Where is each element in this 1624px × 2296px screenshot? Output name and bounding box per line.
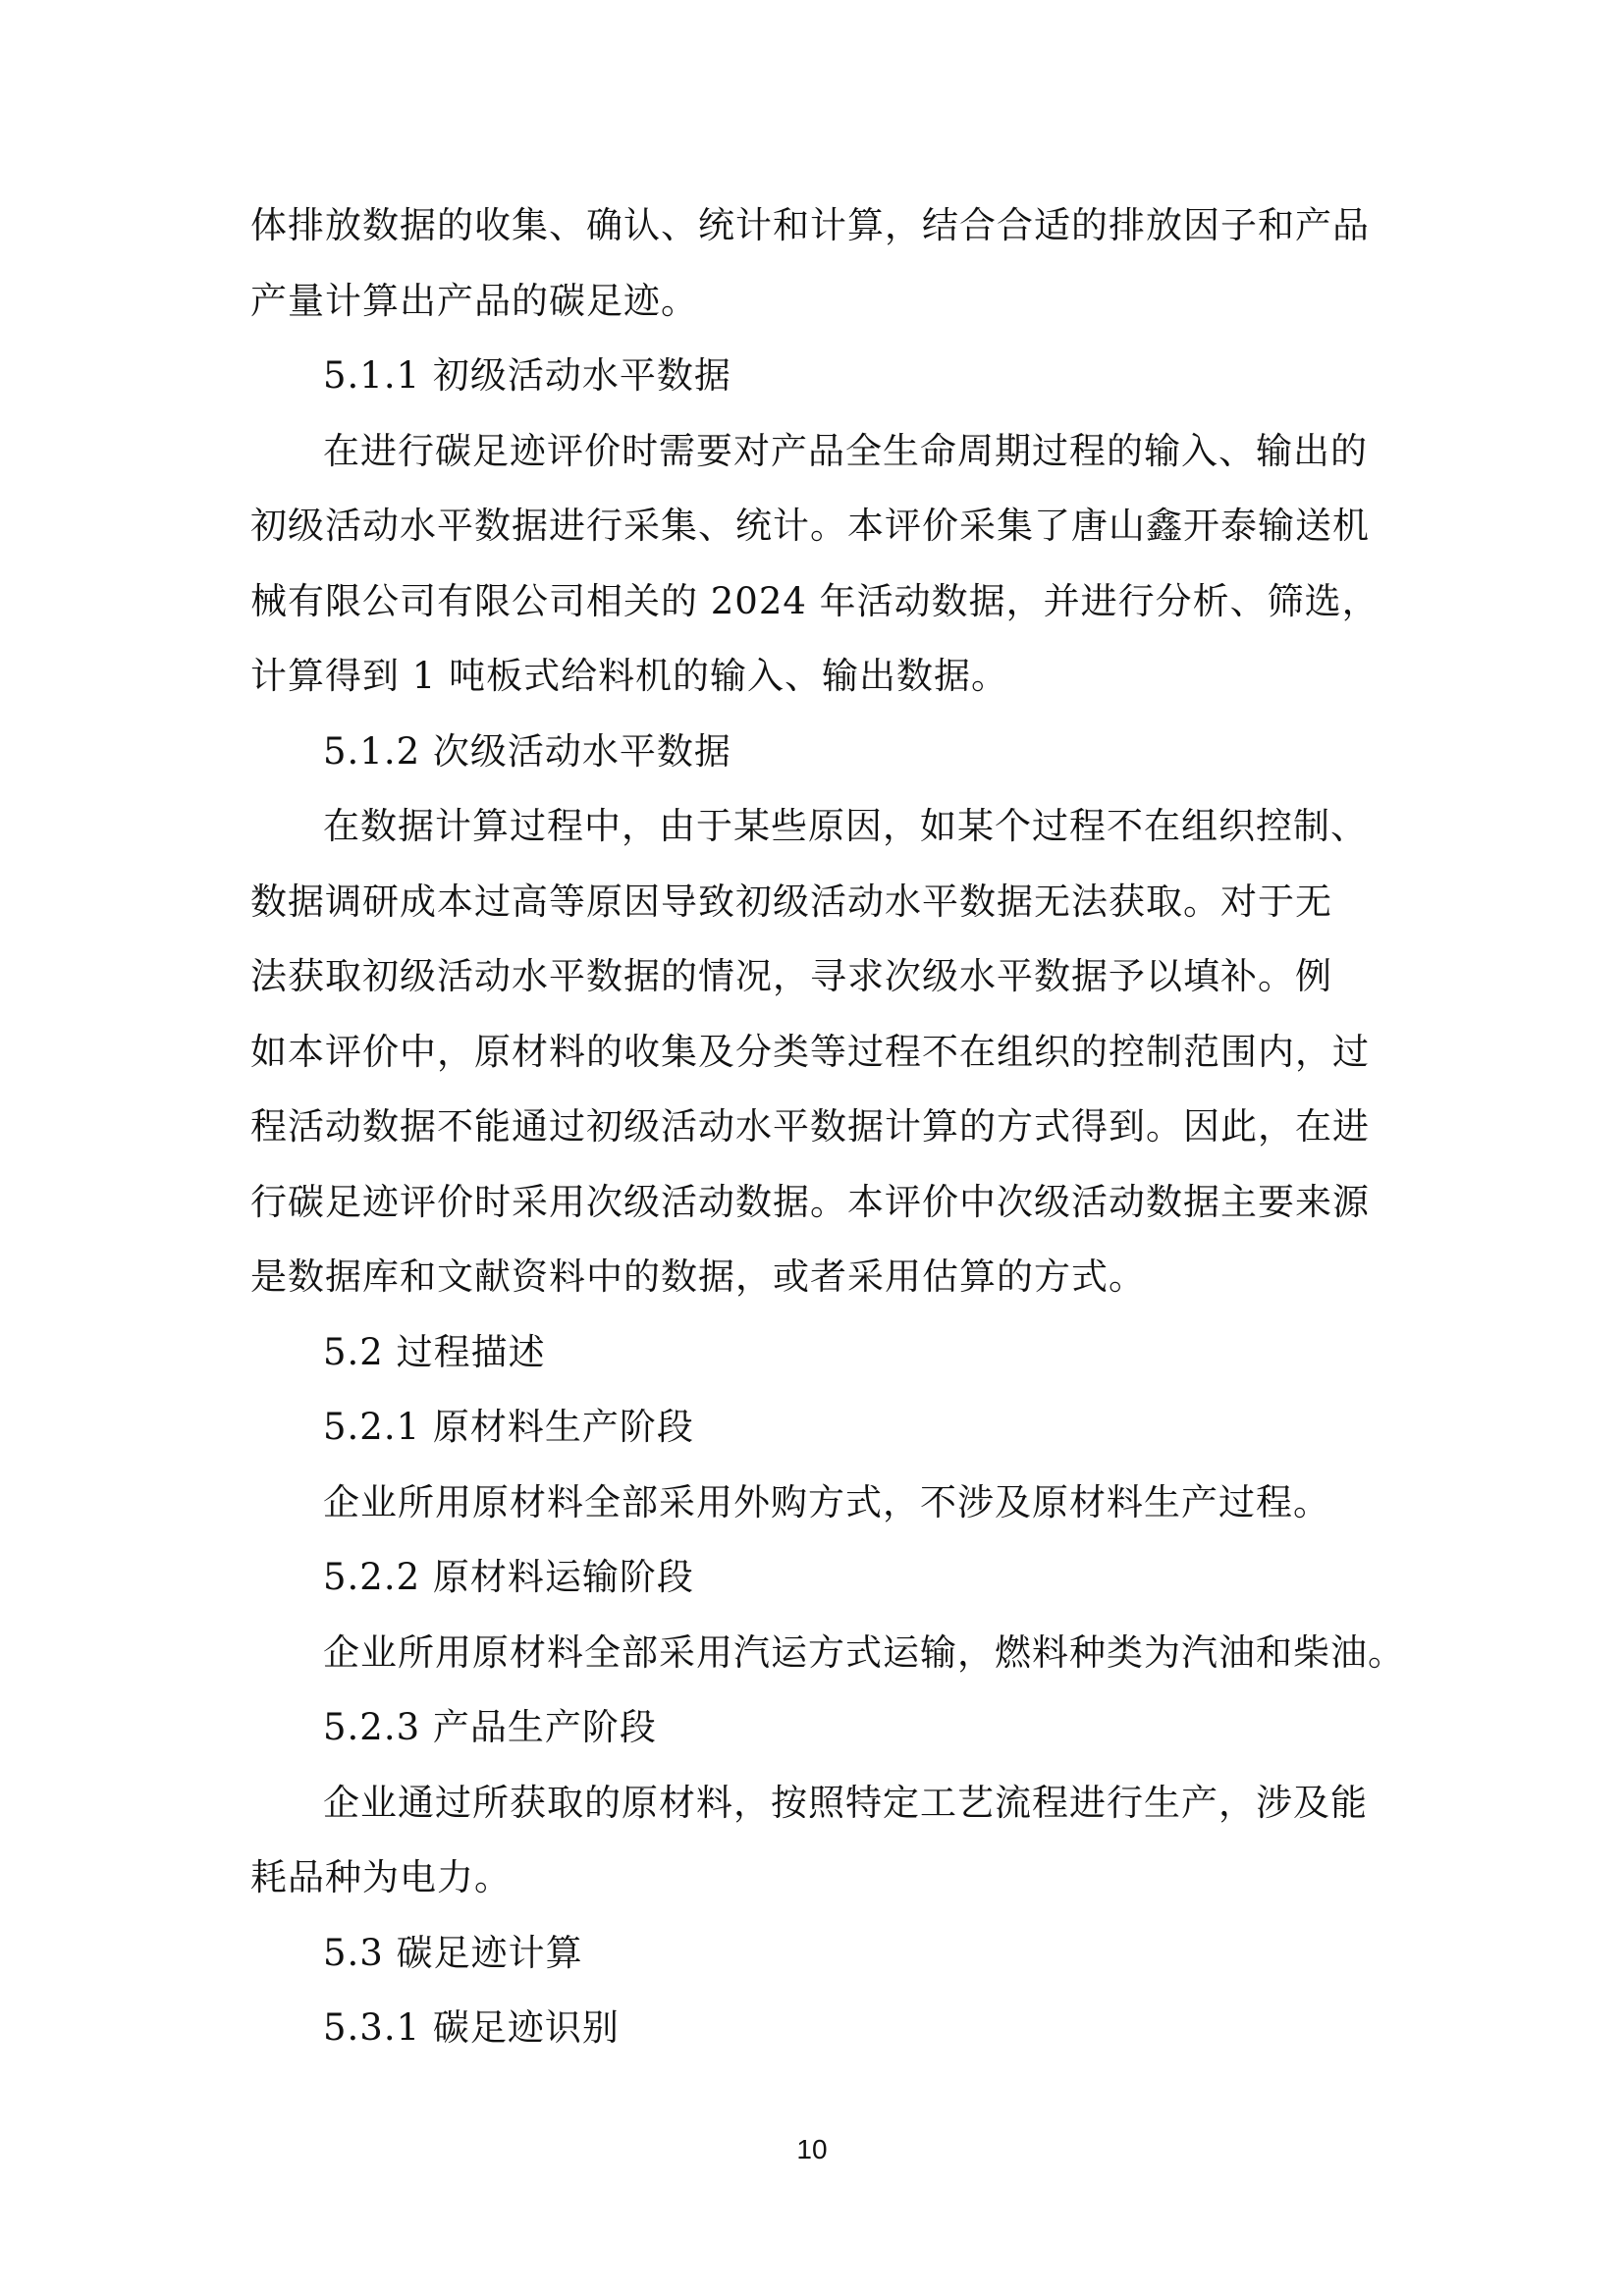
text-line: 产量计算出产品的碳足迹。: [250, 279, 698, 322]
text-line: 企业所用原材料全部采用汽运方式运输，燃料种类为汽油和柴油。: [323, 1630, 1405, 1674]
document-body: [250, 188, 1405, 2066]
text-line: 程活动数据不能通过初级活动水平数据计算的方式得到。因此，在进: [250, 1105, 1370, 1148]
text-line: 是数据库和文献资料中的数据，或者采用估算的方式。: [250, 1255, 1146, 1298]
text-line: 5.2.3 产品生产阶段: [323, 1706, 657, 1748]
text-line: 5.2 过程描述: [323, 1330, 546, 1373]
text-line: 如本评价中，原材料的收集及分类等过程不在组织的控制范围内，过: [250, 1030, 1370, 1073]
text-line: 在进行碳足迹评价时需要对产品全生命周期过程的输入、输出的: [323, 429, 1368, 472]
text-line: 5.2.2 原材料运输阶段: [323, 1556, 694, 1598]
text-line: 5.1.1 初级活动水平数据: [323, 354, 731, 397]
text-line: 初级活动水平数据进行采集、统计。本评价采集了唐山鑫开泰输送机: [250, 505, 1370, 547]
text-line: 5.2.1 原材料生产阶段: [323, 1406, 694, 1448]
text-line: 在数据计算过程中，由于某些原因，如某个过程不在组织控制、: [323, 805, 1368, 847]
text-line: 5.3.1 碳足迹识别: [323, 2006, 620, 2049]
text-line: 企业通过所获取的原材料，按照特定工艺流程进行生产，涉及能: [323, 1781, 1368, 1824]
text-line: 5.3 碳足迹计算: [323, 1931, 583, 1974]
text-line: 计算得到 1 吨板式给料机的输入、输出数据。: [250, 655, 1009, 697]
text-line: 企业所用原材料全部采用外购方式，不涉及原材料生产过程。: [323, 1480, 1330, 1523]
text-line: 行碳足迹评价时采用次级活动数据。本评价中次级活动数据主要来源: [250, 1180, 1370, 1223]
text-line: 体排放数据的收集、确认、统计和计算，结合合适的排放因子和产品: [250, 204, 1370, 246]
text-line: 法获取初级活动水平数据的情况，寻求次级水平数据予以填补。例: [250, 955, 1332, 997]
text-line: 耗品种为电力。: [250, 1856, 512, 1898]
page-number: 10: [796, 2134, 828, 2164]
text-line: 数据调研成本过高等原因导致初级活动水平数据无法获取。对于无: [250, 880, 1332, 923]
text-line: 5.1.2 次级活动水平数据: [323, 729, 731, 773]
text-line: 械有限公司有限公司相关的 2024 年活动数据，并进行分析、筛选，: [250, 579, 1380, 622]
